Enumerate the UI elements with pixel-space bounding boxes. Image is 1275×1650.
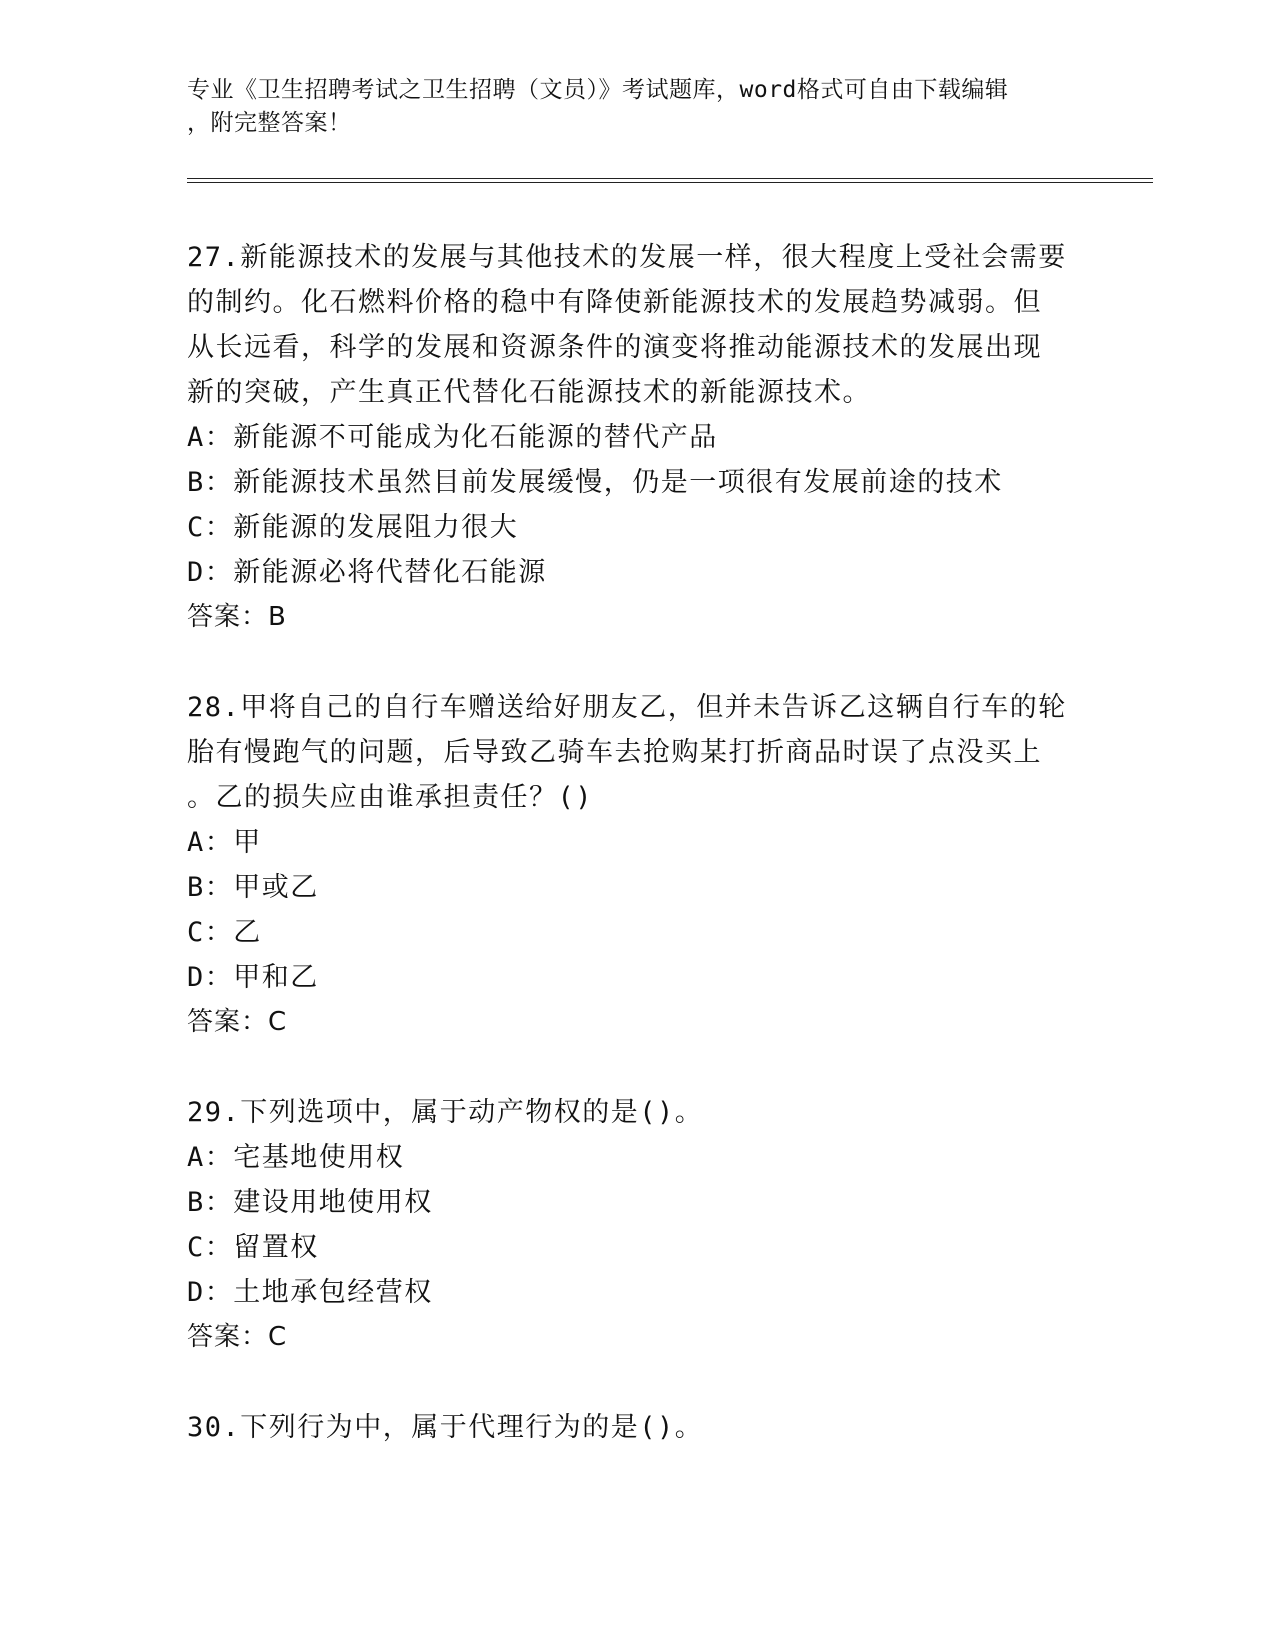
answer-line: 答案：C: [187, 1007, 288, 1037]
question-text: 。乙的损失应由谁承担责任？(): [187, 782, 594, 813]
option-a: A：甲: [187, 827, 262, 858]
question-text: 27.新能源技术的发展与其他技术的发展一样，很大程度上受社会需要: [187, 242, 1067, 273]
option-d: D：新能源必将代替化石能源: [187, 557, 547, 588]
question-30: [187, 1405, 1087, 1450]
question-29: [187, 1090, 1087, 1360]
question-27: [187, 235, 1087, 640]
header-line-2: ，附完整答案！: [187, 110, 352, 136]
document-header: [187, 74, 1067, 140]
question-text: 28.甲将自己的自行车赠送给好朋友乙，但并未告诉乙这辆自行车的轮: [187, 692, 1067, 723]
header-divider: [187, 178, 1153, 183]
question-text: 29.下列选项中，属于动产物权的是()。: [187, 1097, 704, 1128]
option-c: C：留置权: [187, 1232, 319, 1263]
option-b: B：新能源技术虽然目前发展缓慢，仍是一项很有发展前途的技术: [187, 467, 1003, 498]
option-c: C：乙: [187, 917, 262, 948]
question-list: [187, 235, 1087, 1495]
option-b: B：建设用地使用权: [187, 1187, 433, 1218]
option-c: C：新能源的发展阻力很大: [187, 512, 519, 543]
answer-line: 答案：B: [187, 602, 287, 632]
question-text: 30.下列行为中，属于代理行为的是()。: [187, 1412, 704, 1443]
question-text: 从长远看，科学的发展和资源条件的演变将推动能源技术的发展出现: [187, 332, 1042, 363]
question-28: [187, 685, 1087, 1045]
option-a: A：新能源不可能成为化石能源的替代产品: [187, 422, 718, 453]
question-text: 新的突破，产生真正代替化石能源技术的新能源技术。: [187, 377, 871, 408]
header-line-1: 专业《卫生招聘考试之卫生招聘（文员）》考试题库，word格式可自由下载编辑: [187, 77, 1009, 103]
option-a: A：宅基地使用权: [187, 1142, 405, 1173]
question-text: 胎有慢跑气的问题，后导致乙骑车去抢购某打折商品时误了点没买上: [187, 737, 1042, 768]
option-b: B：甲或乙: [187, 872, 319, 903]
option-d: D：甲和乙: [187, 962, 319, 993]
answer-line: 答案：C: [187, 1322, 288, 1352]
question-text: 的制约。化石燃料价格的稳中有降使新能源技术的发展趋势减弱。但: [187, 287, 1042, 318]
option-d: D：土地承包经营权: [187, 1277, 433, 1308]
